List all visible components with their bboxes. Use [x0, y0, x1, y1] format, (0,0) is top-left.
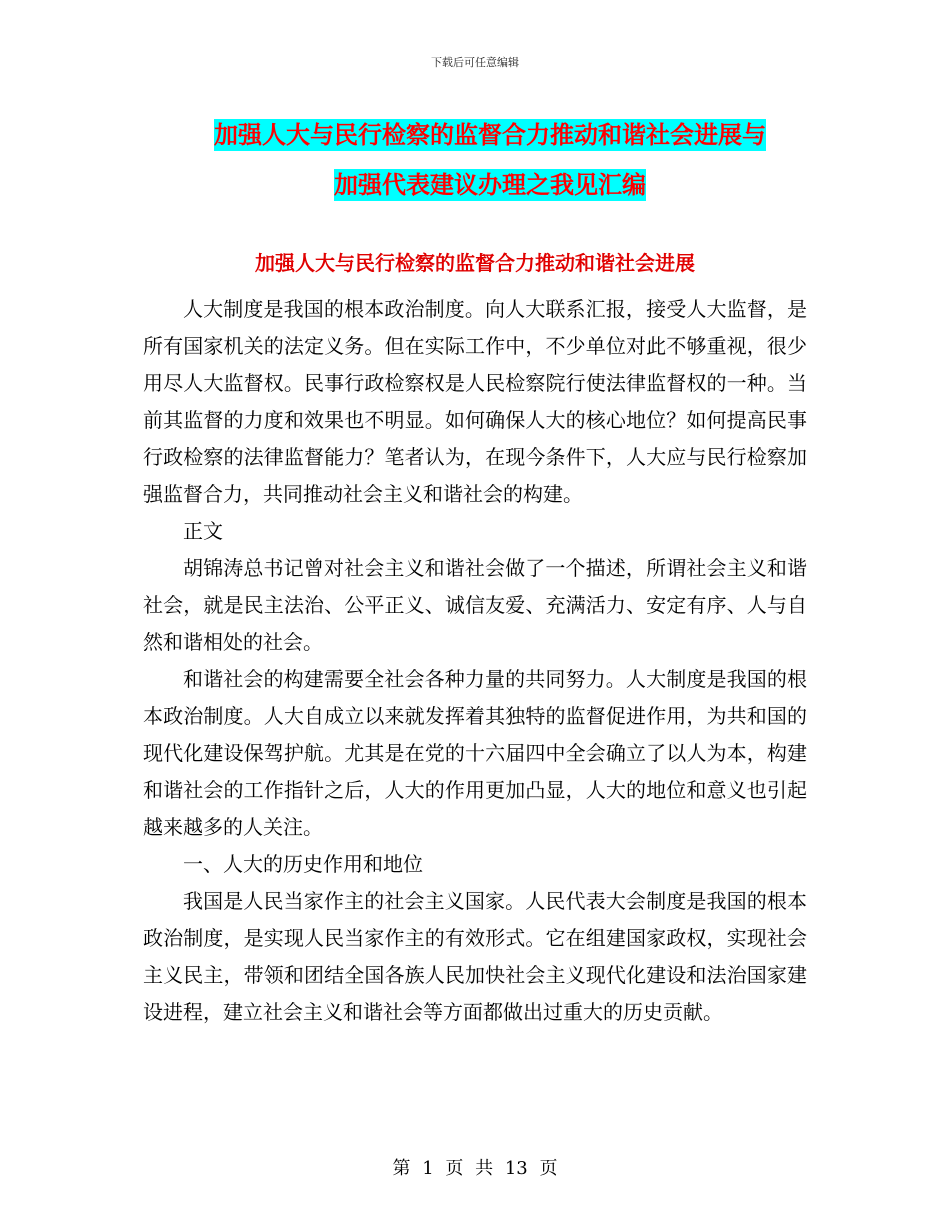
paragraph: 我国是人民当家作主的社会主义国家。人民代表大会制度是我国的根本政治制度，是实现人民当家作主的有效形式。它在组建国家政权，实现社会主义民主，带领和团结全国各族人民加快社会主义现代化建设和法治国家建设进程，建立社会主义和谐社会等方面都做出过重大的历史贡献。 — [143, 889, 807, 1024]
section-title: 加强人大与民行检察的监督合力推动和谐社会进展 — [255, 251, 695, 275]
document-title-line-1: 加强人大与民行检察的监督合力推动和谐社会进展与 — [214, 121, 766, 149]
paragraph: 胡锦涛总书记曾对社会主义和谐社会做了一个描述，所谓社会主义和谐社会，就是民主法治、公平正义、诚信友爱、充满活力、安定有序、人与自然和谐相处的社会。 — [143, 556, 807, 654]
document-title — [140, 110, 840, 210]
paragraph: 人大制度是我国的根本政治制度。向人大联系汇报，接受人大监督，是所有国家机关的法定义务。但在实际工作中，不少单位对此不够重视，很少用尽人大监督权。民事行政检察权是人民检察院行使法律监督权的一种。当前其监督的力度和效果也不明显。如何确保人大的核心地位？如何提高民事行政检察的法律监督能力？笔者认为，在现今条件下，人大应与民行检察加强监督合力，共同推动社会主义和谐社会的构建。 — [143, 297, 807, 506]
header-note: 下载后可任意编辑 — [431, 56, 519, 69]
paragraph-heading-zhengwen: 正文 — [183, 519, 223, 543]
document-title-line-2: 加强代表建议办理之我见汇编 — [334, 171, 646, 199]
section-heading: 一、人大的历史作用和地位 — [183, 852, 423, 876]
page-footer: 第 1 页 共 13 页 — [392, 1158, 558, 1179]
body-text — [143, 291, 807, 1031]
paragraph: 和谐社会的构建需要全社会各种力量的共同努力。人大制度是我国的根本政治制度。人大自成立以来就发挥着其独特的监督促进作用，为共和国的现代化建设保驾护航。尤其是在党的十六届四中全会确立了以人为本，构建和谐社会的工作指针之后，人大的作用更加凸显，人大的地位和意义也引起越来越多的人关注。 — [143, 667, 807, 839]
